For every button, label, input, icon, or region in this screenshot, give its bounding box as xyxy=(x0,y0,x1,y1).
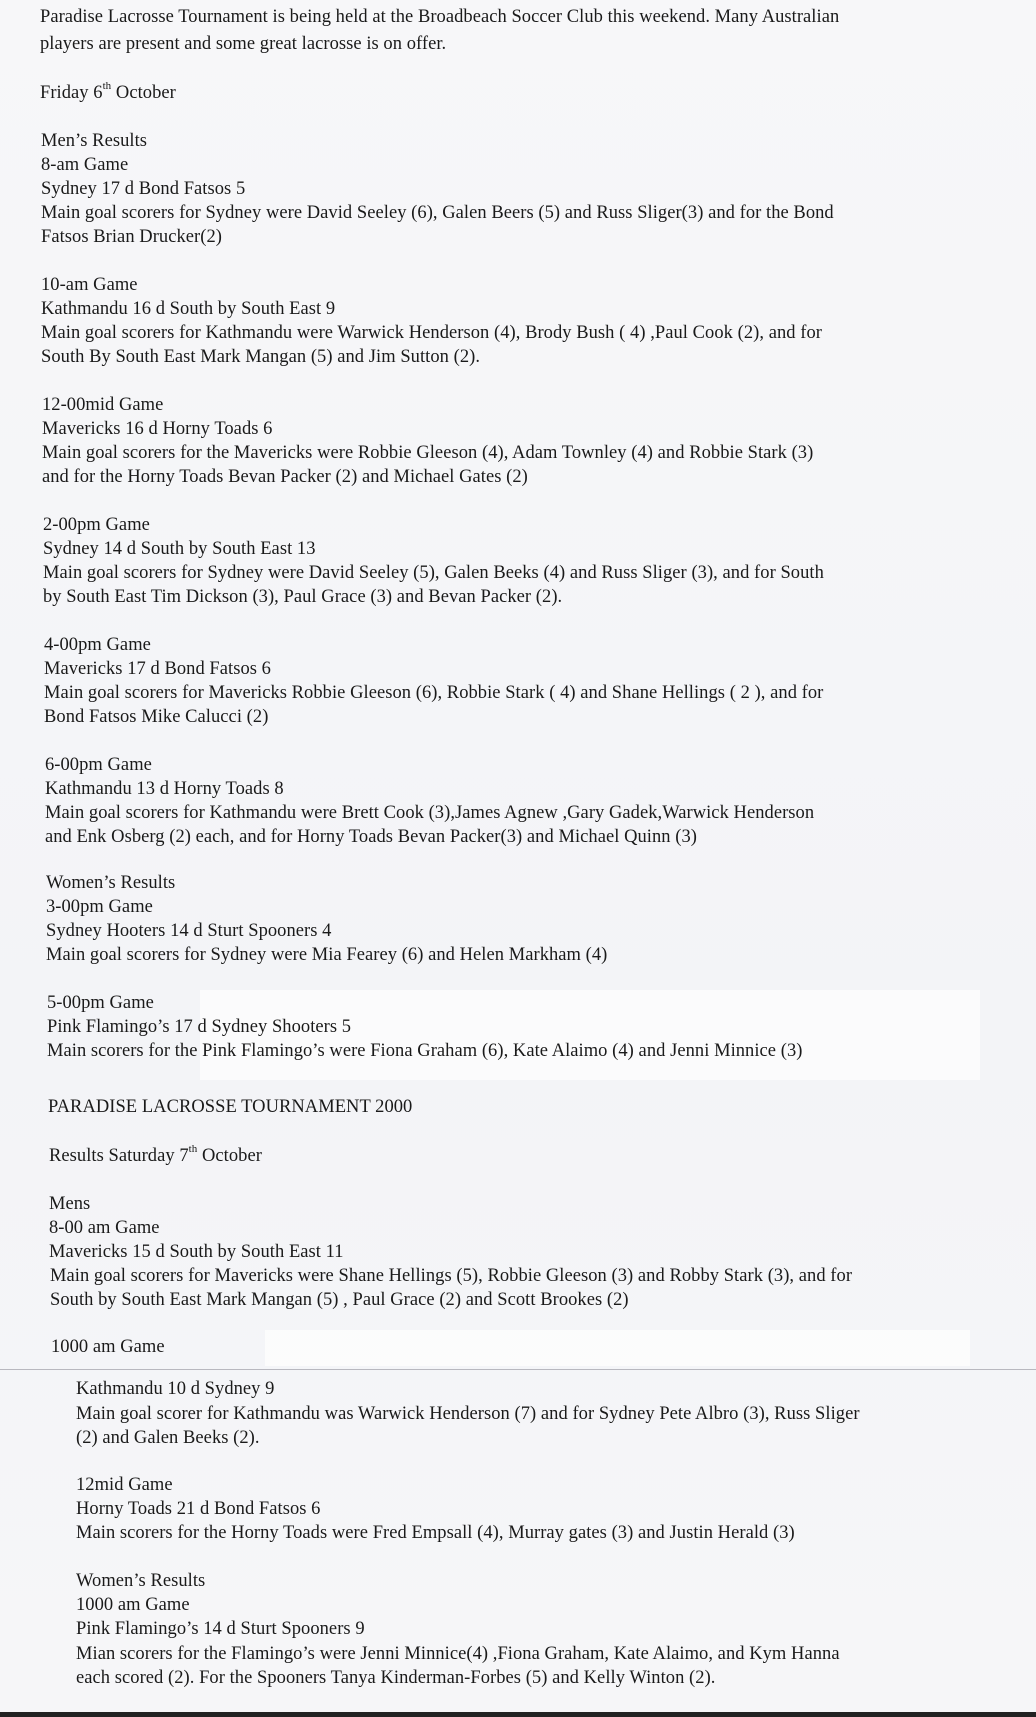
game-scorers: South By South East Mark Mangan (5) and Jim Sutton (2). xyxy=(41,347,481,367)
game-result: Kathmandu 10 d Sydney 9 xyxy=(76,1379,275,1399)
game-time: 1000 am Game xyxy=(76,1595,190,1615)
intro-line: Paradise Lacrosse Tournament is being held at the Broadbeach Soccer Club this weekend. Many Australian xyxy=(40,7,840,27)
game-scorers: and for the Horny Toads Bevan Packer (2) and Michael Gates (2) xyxy=(42,467,528,487)
game-scorers: Mian scorers for the Flamingo’s were Jenni Minnice(4) ,Fiona Graham, Kate Alaimo, and Kym Hanna xyxy=(76,1644,840,1664)
game-scorers: and Enk Osberg (2) each, and for Horny Toads Bevan Packer(3) and Michael Quinn (3) xyxy=(45,827,697,847)
mens-results-heading: Mens xyxy=(49,1194,91,1214)
game-result: Mavericks 17 d Bond Fatsos 6 xyxy=(44,659,271,679)
game-scorers: Main scorers for the Pink Flamingo’s were Fiona Graham (6), Kate Alaimo (4) and Jenni Minnice (3) xyxy=(47,1041,803,1061)
game-time: 6-00pm Game xyxy=(45,755,152,775)
game-scorers: Main goal scorers for Mavericks were Shane Hellings (5), Robbie Gleeson (3) and Robby Stark (3), and for xyxy=(50,1266,853,1286)
game-scorers: Main scorers for the Horny Toads were Fred Empsall (4), Murray gates (3) and Justin Herald (3) xyxy=(76,1523,795,1543)
game-time: 1000 am Game xyxy=(51,1337,165,1357)
game-result: Mavericks 16 d Horny Toads 6 xyxy=(42,419,273,439)
game-time: 8-am Game xyxy=(41,155,129,175)
game-time: 12mid Game xyxy=(76,1475,173,1495)
game-result: Kathmandu 13 d Horny Toads 8 xyxy=(45,779,284,799)
game-scorers: Main goal scorers for the Mavericks were Robbie Gleeson (4), Adam Townley (4) and Robbie Stark (3) xyxy=(42,443,814,463)
game-scorers: Bond Fatsos Mike Calucci (2) xyxy=(44,707,269,727)
game-time: 5-00pm Game xyxy=(47,993,154,1013)
game-result: Kathmandu 16 d South by South East 9 xyxy=(41,299,336,319)
game-result: Pink Flamingo’s 14 d Sturt Spooners 9 xyxy=(76,1619,365,1639)
game-time: 12-00mid Game xyxy=(42,395,164,415)
game-time: 3-00pm Game xyxy=(46,897,153,917)
game-time: 2-00pm Game xyxy=(43,515,150,535)
game-result: Sydney Hooters 14 d Sturt Spooners 4 xyxy=(46,921,332,941)
game-result: Sydney 14 d South by South East 13 xyxy=(43,539,316,559)
game-scorers: Main goal scorers for Sydney were David Seeley (6), Galen Beers (5) and Russ Sliger(3) and for the Bond xyxy=(41,203,834,223)
game-scorers: by South East Tim Dickson (3), Paul Grace (3) and Bevan Packer (2). xyxy=(43,587,563,607)
intro-line: players are present and some great lacrosse is on offer. xyxy=(40,34,447,54)
scan-bottom-edge xyxy=(0,1712,1036,1717)
game-result: Pink Flamingo’s 17 d Sydney Shooters 5 xyxy=(47,1017,352,1037)
tournament-title: PARADISE LACROSSE TOURNAMENT 2000 xyxy=(48,1097,413,1117)
game-scorers: Main goal scorers for Kathmandu were Warwick Henderson (4), Brody Bush ( 4) ,Paul Cook (2), and for xyxy=(41,323,822,343)
game-scorers: each scored (2). For the Spooners Tanya Kinderman-Forbes (5) and Kelly Winton (2). xyxy=(76,1668,716,1688)
game-scorers: South by South East Mark Mangan (5) , Paul Grace (2) and Scott Brookes (2) xyxy=(50,1290,629,1310)
page-join-line xyxy=(0,1369,1036,1370)
mens-results-heading: Men’s Results xyxy=(41,131,148,151)
saturday-date: Results Saturday 7th October xyxy=(49,1142,262,1166)
game-scorers: Main goal scorers for Kathmandu were Brett Cook (3),James Agnew ,Gary Gadek,Warwick Henderson xyxy=(45,803,815,823)
game-scorers: Main goal scorers for Sydney were David Seeley (5), Galen Beeks (4) and Russ Sliger (3), and for South xyxy=(43,563,824,583)
womens-results-heading: Women’s Results xyxy=(76,1571,206,1591)
game-time: 8-00 am Game xyxy=(49,1218,160,1238)
womens-results-heading: Women’s Results xyxy=(46,873,176,893)
game-scorers: Main goal scorer for Kathmandu was Warwick Henderson (7) and for Sydney Pete Albro (3), Russ Sliger xyxy=(76,1404,860,1424)
game-scorers: Fatsos Brian Drucker(2) xyxy=(41,227,222,247)
game-scorers: Main goal scorers for Mavericks Robbie Gleeson (6), Robbie Stark ( 4) and Shane Hellings ( 2 ), and for xyxy=(44,683,824,703)
game-time: 10-am Game xyxy=(41,275,138,295)
friday-date: Friday 6th October xyxy=(40,79,176,103)
game-result: Horny Toads 21 d Bond Fatsos 6 xyxy=(76,1499,321,1519)
game-scorers: (2) and Galen Beeks (2). xyxy=(76,1428,260,1448)
game-result: Mavericks 15 d South by South East 11 xyxy=(49,1242,344,1262)
game-scorers: Main goal scorers for Sydney were Mia Fearey (6) and Helen Markham (4) xyxy=(46,945,608,965)
scan-glare xyxy=(265,1330,970,1366)
game-time: 4-00pm Game xyxy=(44,635,151,655)
game-result: Sydney 17 d Bond Fatsos 5 xyxy=(41,179,246,199)
